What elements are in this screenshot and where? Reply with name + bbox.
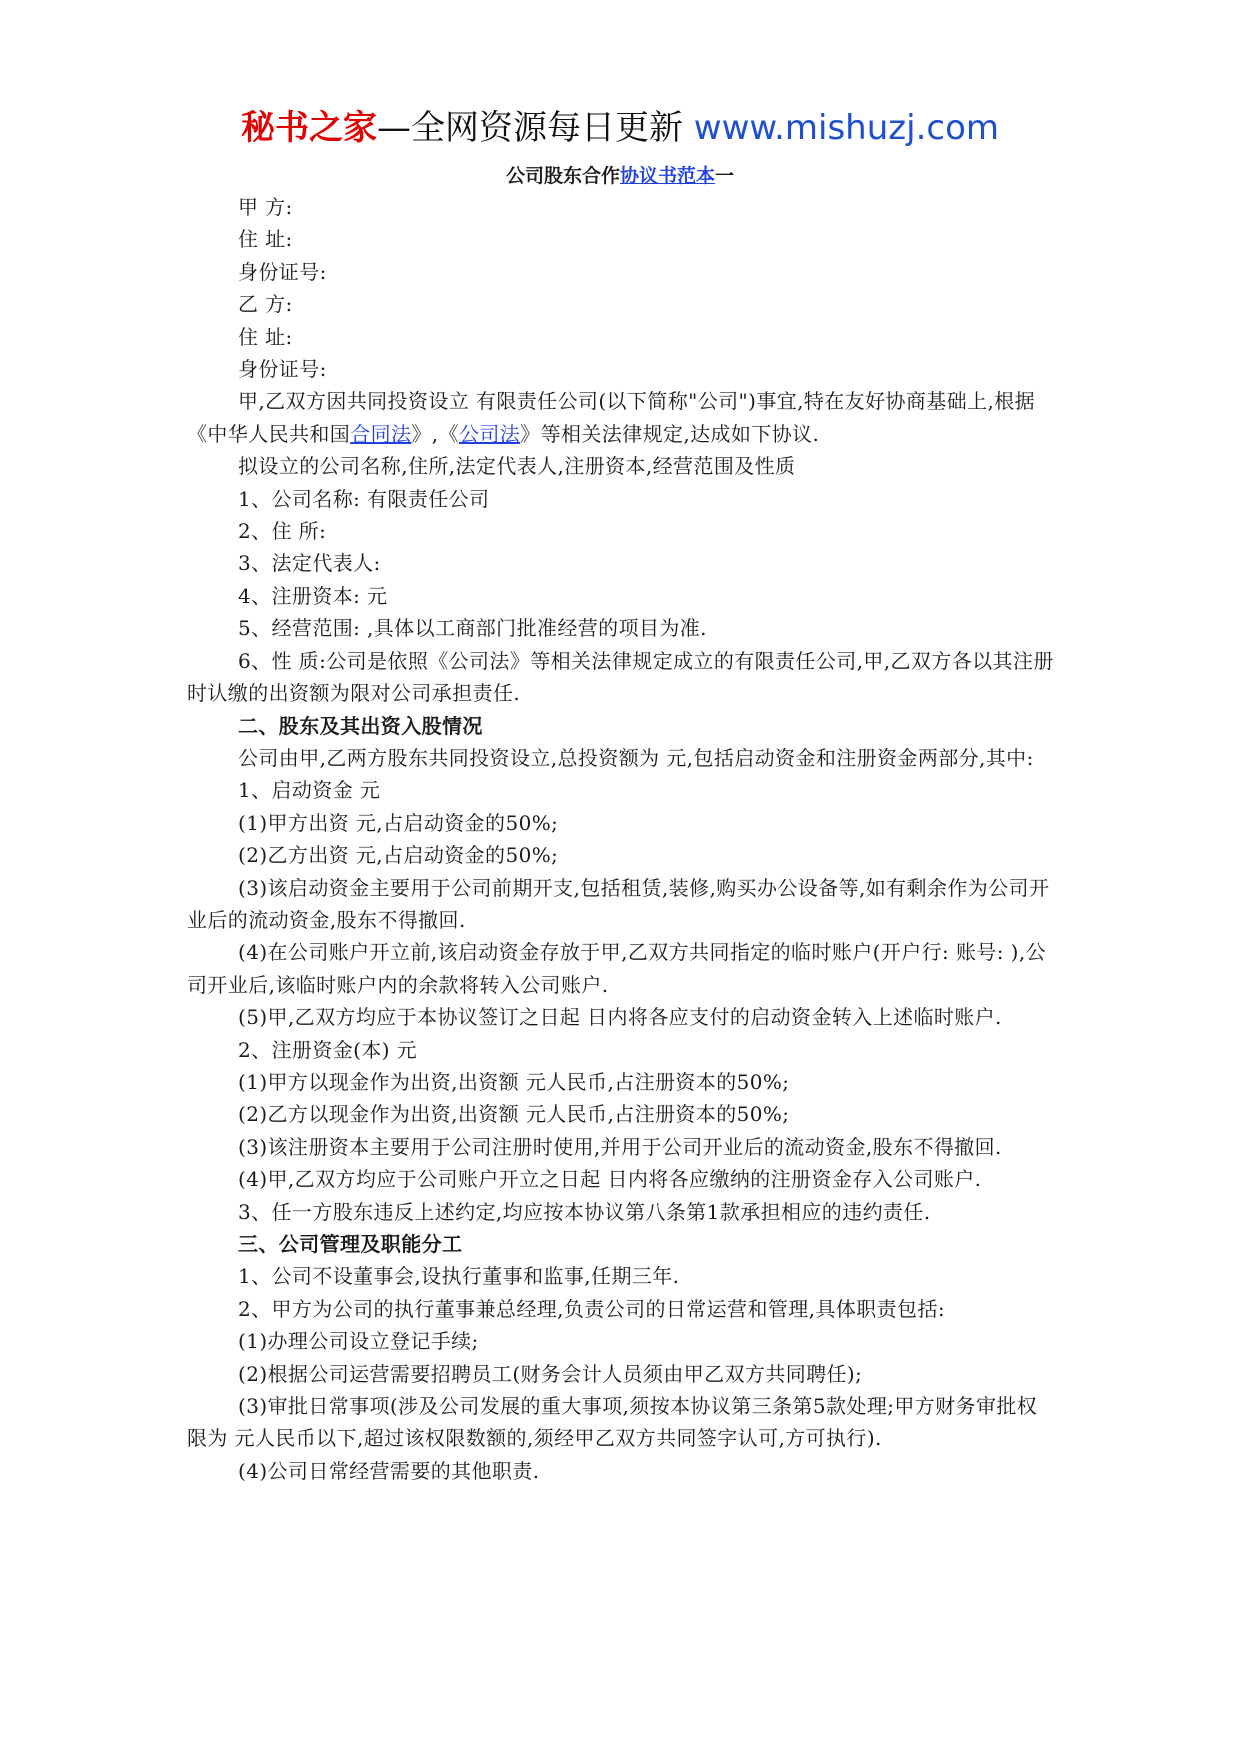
section3-heading: 三、公司管理及职能分工 [238,1232,463,1256]
company-law-link[interactable]: 公司法 [458,421,521,446]
startup-funds-label: 1、启动资金 元 [238,778,381,803]
management-item: 1、公司不设董事会,设执行董事和监事,任期三年. [238,1264,680,1289]
party-b-id: 身份证号: [238,357,327,382]
preamble-paragraph: 甲,乙双方因共同投资设立 有限责任公司(以下简称"公司")事宜,特在友好协商基础上,根据《中华人民共和国合同法》,《公司法》等相关法律规定,达成如下协议. [187,389,1036,446]
registered-item: (2)乙方以现金作为出资,出资额 元人民币,占注册资本的50%; [238,1102,790,1127]
party-a-name: 甲 方: [238,195,293,219]
site-url-link[interactable]: www.mishuzj.com [693,108,999,148]
site-banner [0,100,1240,149]
contract-law-link[interactable]: 合同法 [350,421,412,446]
title-link[interactable]: 协议书范本 [619,165,715,187]
title-prefix: 公司股东合作 [505,165,620,187]
section1-intro: 拟设立的公司名称,住所,法定代表人,注册资本,经营范围及性质 [238,454,796,479]
section2-intro: 公司由甲,乙两方股东共同投资设立,总投资额为 元,包括启动资金和注册资金两部分,其中: [238,745,1034,770]
document-title [0,161,1240,188]
address-item: 2、住 所: [238,519,327,544]
management-item: 2、甲方为公司的执行董事兼总经理,负责公司的日常运营和管理,具体职责包括: [238,1296,945,1321]
nature-item: 6、性 质:公司是依照《公司法》等相关法律规定成立的有限责任公司,甲,乙双方各以其注册时认缴的出资额为限对公司承担责任. [187,648,1054,706]
registered-item: (4)甲,乙双方均应于公司账户开立之日起 日内将各应缴纳的注册资金存入公司账户. [238,1167,982,1192]
duty-item: (2)根据公司运营需要招聘员工(财务会计人员须由甲乙双方共同聘任); [238,1361,863,1386]
party-a-address: 住 址: [238,227,293,252]
document-body [187,191,1057,1487]
breach-clause: 3、任一方股东违反上述约定,均应按本协议第八条第1款承担相应的违约责任. [238,1199,931,1224]
startup-item: (1)甲方出资 元,占启动资金的50%; [238,810,559,835]
capital-item: 4、注册资本: 元 [238,583,388,608]
legal-rep-item: 3、法定代表人: [238,551,381,576]
business-scope-item: 5、经营范围: ,具体以工商部门批准经营的项目为准. [238,616,707,641]
startup-item: (2)乙方出资 元,占启动资金的50%; [238,843,559,868]
startup-item: (3)该启动资金主要用于公司前期开支,包括租赁,装修,购买办公设备等,如有剩余作为公司开业后的流动资金,股东不得撤回. [187,875,1050,932]
section2-heading: 二、股东及其出资入股情况 [238,713,483,738]
party-b-address: 住 址: [238,324,293,349]
duty-item: (1)办理公司设立登记手续; [238,1329,479,1354]
registered-capital-label: 2、注册资金(本) 元 [238,1037,418,1062]
startup-item: (5)甲,乙双方均应于本协议签订之日起 日内将各应支付的启动资金转入上述临时账户. [238,1005,1002,1030]
party-b-name: 乙 方: [238,292,293,317]
banner-slogan: —全网资源每日更新 [376,108,694,148]
registered-item: (3)该注册资本主要用于公司注册时使用,并用于公司开业后的流动资金,股东不得撤回. [238,1134,1002,1159]
company-name-item: 1、公司名称: 有限责任公司 [238,486,490,511]
brand-name: 秘书之家 [240,108,377,148]
duty-item: (4)公司日常经营需要的其他职责. [238,1458,540,1483]
registered-item: (1)甲方以现金作为出资,出资额 元人民币,占注册资本的50%; [238,1069,790,1094]
startup-item: (4)在公司账户开立前,该启动资金存放于甲,乙双方共同指定的临时账户(开户行: 账号: ),公司开业后,该临时账户内的余款将转入公司账户. [187,940,1046,997]
party-a-id: 身份证号: [238,259,327,284]
title-suffix: 一 [715,165,735,187]
duty-item: (3)审批日常事项(涉及公司发展的重大事项,须按本协议第三条第5款处理;甲方财务审批权限为 元人民币以下,超过该权限数额的,须经甲乙双方共同签字认可,方可执行). [187,1394,1038,1451]
